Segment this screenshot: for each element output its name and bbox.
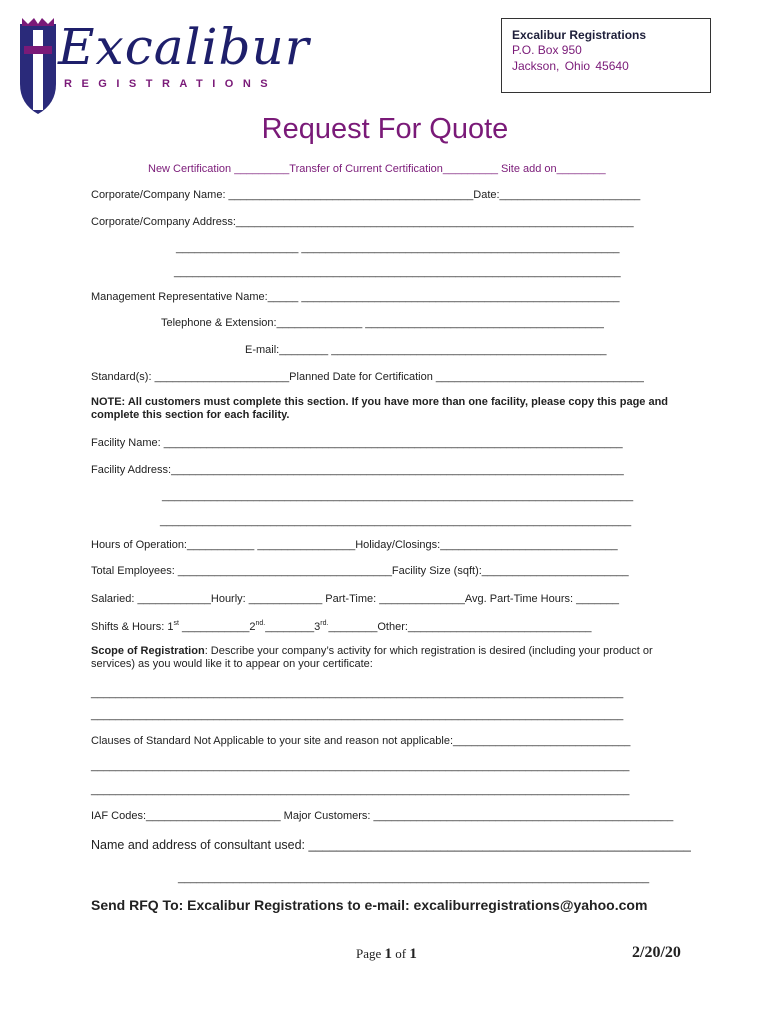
clauses-field[interactable]: Clauses of Standard Not Applicable to your site and reason not applicable:_____________________________	[91, 735, 631, 747]
total-employees-field[interactable]: Total Employees: ___________________________________Facility Size (sqft):________________________	[91, 565, 629, 577]
send-rfq-instruction: Send RFQ To: Excalibur Registrations to e-mail: excaliburregistrations@yahoo.com	[91, 897, 648, 913]
shifts-blank-1[interactable]: ___________2	[179, 621, 256, 633]
shifts-blank-2[interactable]: ________3	[265, 621, 321, 633]
consultant-line-2[interactable]: _____________________________________________________________________________	[178, 872, 650, 884]
hours-of-operation-field[interactable]: Hours of Operation:___________ ________________Holiday/Closings:_____________________________	[91, 539, 618, 551]
address-box	[501, 18, 711, 93]
address-company: Excalibur Registrations	[512, 28, 647, 42]
telephone-field[interactable]: Telephone & Extension:______________ _______________________________________	[161, 317, 604, 329]
scope-label: Scope of Registration	[91, 645, 205, 657]
page-number	[356, 946, 417, 963]
shifts-sup-2: nd.	[255, 620, 266, 627]
management-rep-field[interactable]: Management Representative Name:_____ ____________________________________________________	[91, 291, 620, 303]
email-field[interactable]: E-mail:________ _____________________________________________	[245, 344, 607, 356]
facility-address-field[interactable]: Facility Address:__________________________________________________________________________	[91, 464, 624, 476]
scope-line-2[interactable]: _______________________________________________________________________________________	[91, 709, 624, 721]
salaried-hourly-field[interactable]: Salaried: ____________Hourly: ____________ Part-Time: ______________Avg. Part-Time Hours: _______	[91, 593, 619, 605]
logo-subtitle: REGISTRATIONS	[64, 78, 278, 90]
logo-wordmark: Excalibur	[58, 18, 310, 76]
scope-line-1[interactable]: _______________________________________________________________________________________	[91, 687, 624, 699]
clauses-line-2[interactable]: ________________________________________________________________________________________	[91, 784, 630, 796]
page-prefix: Page	[356, 946, 385, 961]
document-date: 2/20/20	[632, 944, 681, 961]
facility-note: NOTE: All customers must complete this section. If you have more than one facility, please copy this page and complete this section for each facility.	[91, 396, 669, 421]
page-of: of	[392, 946, 410, 961]
facility-name-field[interactable]: Facility Name: ___________________________________________________________________________	[91, 437, 623, 449]
shifts-sup-3: rd.	[320, 620, 329, 627]
shifts-other[interactable]: ________Other:______________________________	[328, 621, 592, 633]
facility-address-line-3[interactable]: _____________________________________________________________________________	[160, 515, 632, 527]
clauses-line-1[interactable]: ________________________________________________________________________________________	[91, 760, 630, 772]
excalibur-logo	[18, 14, 308, 114]
iaf-codes-field[interactable]: IAF Codes:______________________ Major Customers: _________________________________________________	[91, 810, 674, 822]
page-total: 1	[409, 946, 417, 962]
company-address-field[interactable]: Corporate/Company Address:_________________________________________________________________	[91, 216, 634, 228]
shifts-label: Shifts & Hours: 1	[91, 621, 174, 633]
certification-type-line[interactable]: New Certification _________Transfer of Current Certification_________ Site add on________	[148, 163, 606, 175]
consultant-field[interactable]: Name and address of consultant used: _______________________________________________________	[91, 838, 691, 852]
company-address-line-3[interactable]: _________________________________________________________________________	[174, 266, 621, 278]
address-city: Jackson, Ohio 45640	[512, 59, 629, 73]
scope-of-registration	[91, 645, 691, 671]
shifts-sup-1: st	[173, 620, 179, 627]
company-name-field[interactable]: Corporate/Company Name: ________________________________________Date:_______________________	[91, 189, 641, 201]
page-title: Request For Quote	[261, 113, 509, 145]
company-address-line-2[interactable]: ____________________ ____________________________________________________	[176, 242, 620, 254]
shield-crown-icon	[18, 18, 58, 114]
facility-address-line-2[interactable]: _____________________________________________________________________________	[162, 490, 634, 502]
standards-field[interactable]: Standard(s): ______________________Planned Date for Certification __________________________________	[91, 371, 644, 383]
shifts-hours-field[interactable]	[91, 620, 591, 633]
page-current: 1	[384, 946, 393, 962]
address-pobox: P.O. Box 950	[512, 43, 582, 57]
scope-text: : Describe your company’s activity for which registration is desired (including your product or services) as you would like it to appear on your certificate:	[91, 645, 653, 670]
